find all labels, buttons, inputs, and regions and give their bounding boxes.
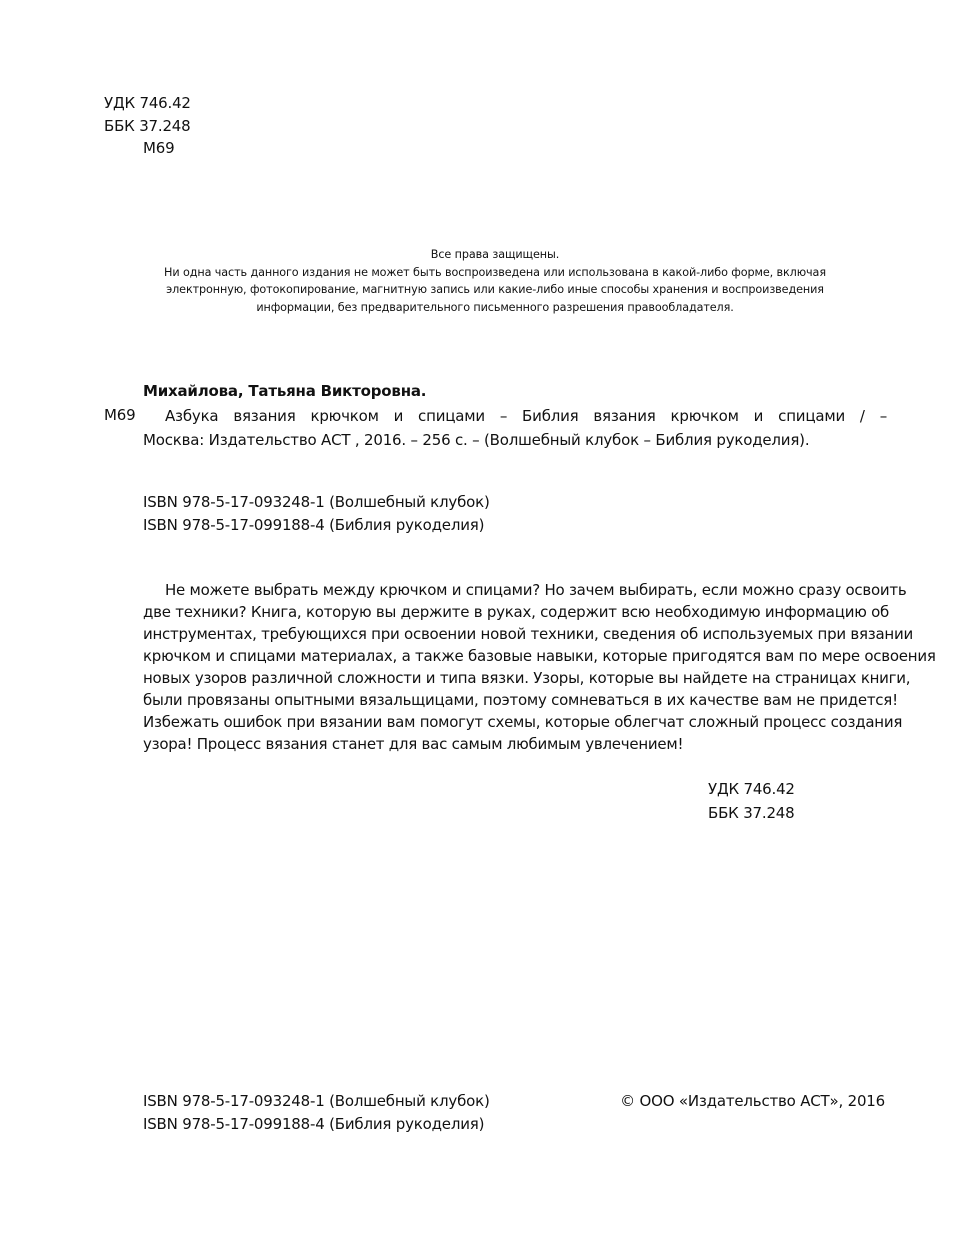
isbn-line: ISBN 978-5-17-099188-4 (Библия рукоделия): [143, 516, 485, 534]
rights-line: Все права защищены.: [430, 248, 560, 261]
annotation-bbk: ББК 37.248: [708, 804, 795, 822]
footer-isbn-block: [143, 1090, 490, 1136]
isbn-line: ISBN 978-5-17-093248-1 (Волшебный клубок): [143, 493, 490, 511]
annotation-line: узора! Процесс вязания станет для вас самым любимым увлечением!: [143, 735, 684, 753]
annotation-line: крючком и спицами материалах, а также базовые навыки, которые пригодятся вам по мере освоения: [143, 647, 936, 665]
annotation-udk: УДК 746.42: [708, 780, 795, 798]
annotation-classification: [708, 777, 795, 825]
bibliography-description: [143, 404, 887, 452]
annotation-line: Не можете выбрать между крючком и спицами? Но зачем выбирать, если можно сразу освоить: [165, 581, 907, 599]
rights-line: Ни одна часть данного издания не может быть воспроизведена или использована в какой-либо форме, включая: [164, 265, 826, 279]
bibliography-line: Азбука вязания крючком и спицами – Библия вязания крючком и спицами / –: [165, 407, 887, 425]
bibliography-author-mark: М69: [104, 406, 136, 424]
footer-isbn-line: ISBN 978-5-17-093248-1 (Волшебный клубок): [143, 1092, 490, 1110]
bibliography-author: Михайлова, Татьяна Викторовна.: [143, 382, 427, 400]
header-bbk: ББК 37.248: [104, 117, 191, 135]
annotation-paragraph: [143, 579, 936, 755]
annotation-line: две техники? Книга, которую вы держите в руках, содержит всю необходимую информацию об: [143, 603, 890, 621]
rights-line: информации, без предварительного письменного разрешения правообладателя.: [256, 300, 734, 314]
isbn-block: [143, 491, 490, 537]
annotation-line: инструментах, требующихся при освоении новой техники, сведения об используемых при вязании: [143, 625, 913, 643]
footer-isbn-line: ISBN 978-5-17-099188-4 (Библия рукоделия): [143, 1115, 485, 1133]
rights-line: электронную, фотокопирование, магнитную запись или какие-либо иные способы хранения и воспроизведения: [166, 283, 824, 297]
rights-notice: [130, 246, 860, 316]
copyright-notice: © ООО «Издательство АСТ», 2016: [620, 1092, 885, 1110]
annotation-line: новых узоров различной сложности и типа вязки. Узоры, которые вы найдете на страницах книги,: [143, 669, 911, 687]
bibliography-line: Москва: Издательство АСТ , 2016. – 256 с. – (Волшебный клубок – Библия рукоделия).: [143, 431, 810, 449]
annotation-line: Избежать ошибок при вязании вам помогут схемы, которые облегчат сложный процесс создания: [143, 713, 903, 731]
header-udk: УДК 746.42: [104, 94, 191, 112]
header-author-mark: М69: [143, 139, 175, 157]
annotation-line: были провязаны опытными вязальщицами, поэтому сомневаться в их качестве вам не придется!: [143, 691, 898, 709]
